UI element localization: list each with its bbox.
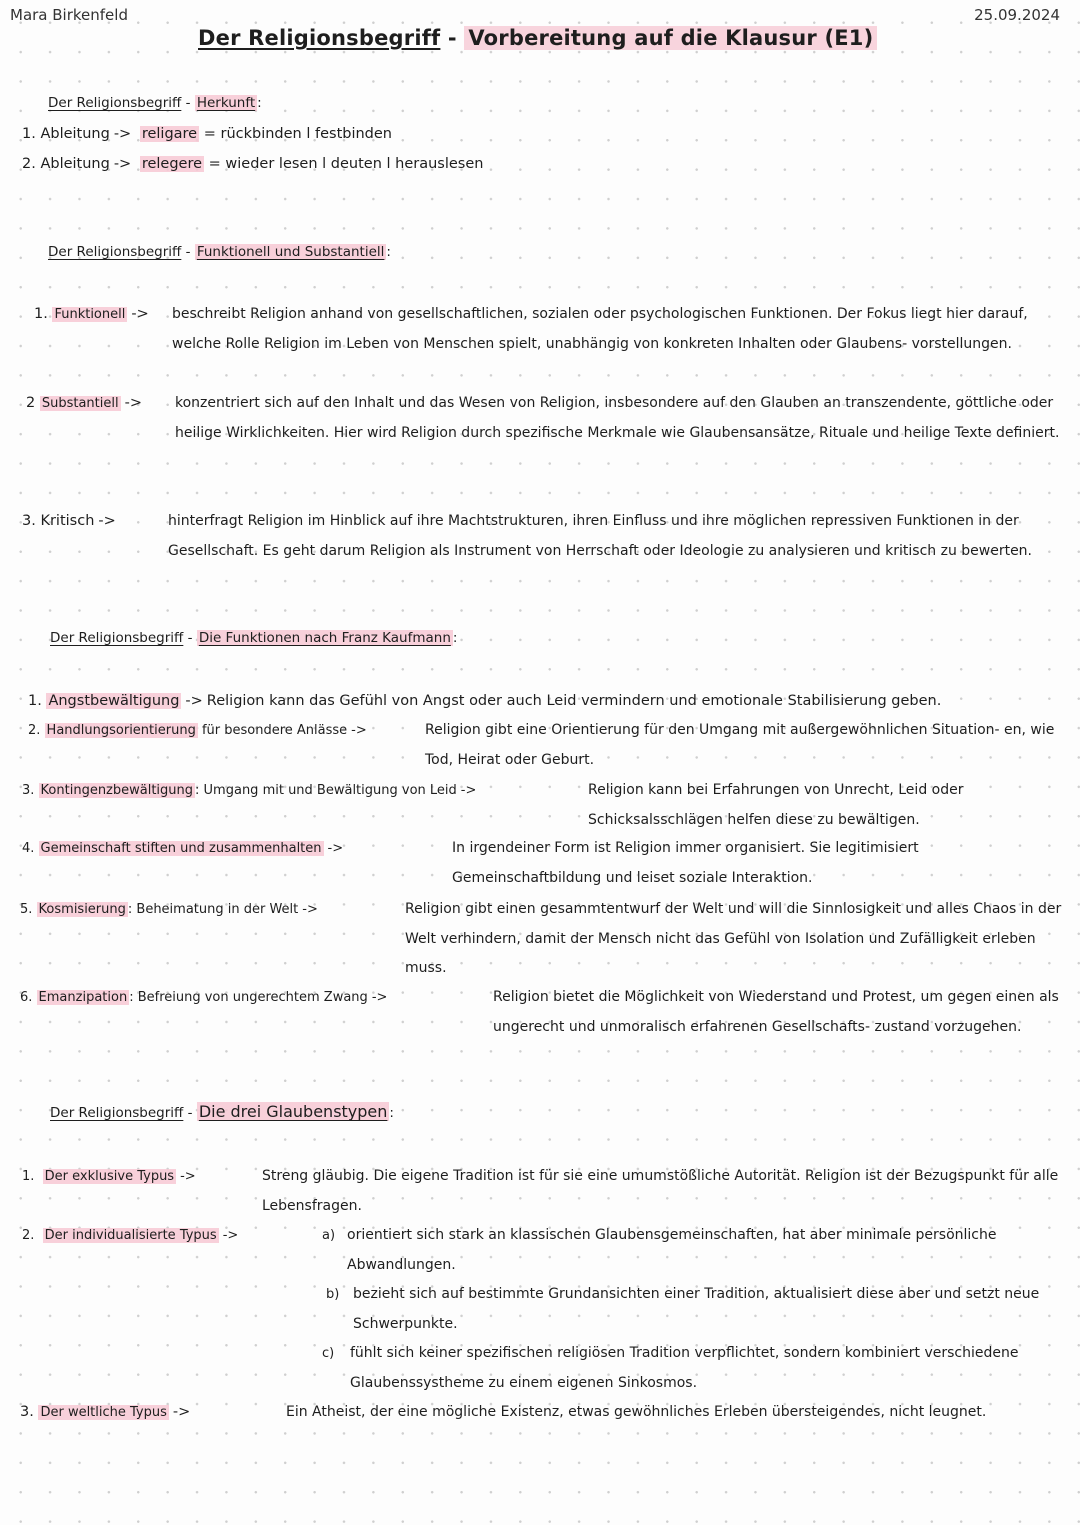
section-heading-funktionell: Der Religionsbegriff - Funktionell und Substantiell :: [48, 244, 391, 260]
sub-item-letter: b): [326, 1287, 340, 1302]
sub-item-text: fühlt sich keiner spezifischen religiösen Tradition verpflichtet, sondern kombiniert verschiedene Glaubenssystheme zu einem eigenen Sinkosmos.: [350, 1345, 1019, 1391]
title-main: Der Religionsbegriff: [198, 26, 441, 50]
list-item-text: Religion kann bei Erfahrungen von Unrecht, Leid oder Schicksalsschlägen helfen diese zu bewältigen.: [588, 782, 964, 828]
term: Emanzipation: [38, 990, 128, 1005]
list-item-text: In irgendeiner Form ist Religion immer organisiert. Sie legitimisiert Gemeinschaftbildung und leiset soziale Interaktion.: [452, 840, 919, 886]
term: Der weltliche Typus: [40, 1405, 167, 1420]
section-heading-kaufmann: Der Religionsbegriff - Die Funktionen nach Franz Kaufmann :: [50, 630, 458, 646]
list-item-number: 2 Substantiell ->: [26, 395, 142, 411]
title-separator: -: [440, 26, 465, 50]
term: relegere: [141, 156, 203, 172]
sub-item-text: orientiert sich stark an klassischen Glaubensgemeinschaften, hat aber minimale persönliche Abwandlungen.: [347, 1227, 997, 1273]
list-item-text: konzentriert sich auf den Inhalt und das Wesen von Religion, insbesondere auf den Glauben an transzendente, göttliche oder heilige Wirklichkeiten. Hier wird Religion durch spezifische Merkmale wie Glaubensansätze, Rituale und heilige Texte definiert.: [175, 395, 1060, 441]
list-item-number: 3. Kontingenzbewältigung : Umgang mit und Bewältigung von Leid ->: [22, 783, 477, 798]
list-item-text: beschreibt Religion anhand von gesellschaftlichen, sozialen oder psychologischen Funktionen. Der Fokus liegt hier darauf, welche Rolle Religion im Leben von Menschen spielt, unabhängig von konkreten Inhalten oder Glaubens- vorstellungen.: [172, 306, 1028, 352]
term: Funktionell: [54, 307, 126, 322]
term: Handlungsorientierung: [46, 723, 196, 738]
term: Kritisch: [40, 513, 95, 529]
list-item-number: 1. Der exklusive Typus ->: [22, 1169, 196, 1184]
author-name: Mara Birkenfeld: [10, 6, 128, 24]
list-item-number: 3. Der weltliche Typus ->: [20, 1404, 191, 1420]
list-item-number: 2. Handlungsorientierung für besondere Anlässe ->: [28, 723, 367, 738]
list-item-text: hinterfragt Religion im Hinblick auf ihre Machtstrukturen, ihren Einfluss und ihre möglichen repressiven Funktionen in der Gesellschaft. Es geht darum Religion als Instrument von Herrschaft oder Ideologie zu analysieren und kritisch zu bewerten.: [168, 513, 1033, 559]
term: Gemeinschaft stiften und zusammenhalten: [40, 841, 322, 856]
section-topic: Die Funktionen nach Franz Kaufmann: [198, 630, 451, 646]
list-item-text: Religion bietet die Möglichkeit von Wiederstand und Protest, um gegen einen als ungerecht und unmoralisch erfahrenen Gesellschafts- zustand vorzugehen.: [493, 989, 1059, 1035]
list-item-number: 5. Kosmisierung : Beheimatung in der Welt ->: [20, 902, 318, 917]
list-item-text: Religion gibt eine Orientierung für den Umgang mit außergewöhnlichen Situation- en, wie Tod, Heirat oder Geburt.: [425, 722, 1055, 768]
list-item-text: Ein Atheist, der eine mögliche Existenz, etwas gewöhnliches Erleben übersteigendes, nicht leugnet.: [286, 1404, 987, 1420]
list-item-number: 3. Kritisch ->: [22, 513, 116, 529]
sub-item-letter: c): [322, 1346, 335, 1361]
list-item-number: 4. Gemeinschaft stiften und zusammenhalten ->: [22, 841, 344, 856]
sub-item-letter: a): [322, 1228, 336, 1243]
list-item: 2. Ableitung -> relegere = wieder lesen l deuten l herauslesen: [22, 156, 484, 172]
term: Kontingenzbewältigung: [40, 783, 194, 798]
list-item-number: 6. Emanzipation : Befreiung von ungerechtem Zwang ->: [20, 990, 388, 1005]
term: Substantiell: [41, 396, 119, 411]
title-subtitle: Vorbereitung auf die Klausur (E1): [464, 26, 877, 50]
list-item: 1. Ableitung -> religare = rückbinden l festbinden: [22, 126, 392, 142]
section-heading-glaubenstypen: Der Religionsbegriff - Die drei Glaubenstypen :: [50, 1102, 394, 1121]
section-topic: Die drei Glaubenstypen: [198, 1102, 388, 1121]
sub-item-text: bezieht sich auf bestimmte Grundansichten einer Tradition, aktualisiert diese aber und setzt neue Schwerpunkte.: [353, 1286, 1040, 1332]
term: Kosmisierung: [38, 902, 126, 917]
list-item-number: 2. Der individualisierte Typus ->: [22, 1228, 239, 1243]
list-item: 1. Angstbewältigung -> Religion kann das Gefühl von Angst oder auch Leid vermindern und emotionale Stabilisierung geben.: [28, 693, 942, 709]
term: Der individualisierte Typus: [44, 1228, 217, 1243]
date: 25.09.2024: [974, 6, 1060, 24]
page-title: [198, 26, 877, 50]
section-topic: Herkunft: [196, 95, 256, 111]
list-item-text: Streng gläubig. Die eigene Tradition ist für sie eine umumstößliche Autorität. Religion ist der Bezugspunkt für alle Lebensfragen.: [262, 1168, 1059, 1214]
term: Angstbewältigung: [48, 693, 180, 709]
list-item-number: 1. Funktionell ->: [34, 306, 149, 322]
section-topic: Funktionell und Substantiell: [196, 244, 385, 260]
term: religare: [141, 126, 198, 142]
term: Der exklusive Typus: [44, 1169, 175, 1184]
list-item-text: Religion gibt einen gesammtentwurf der Welt und will die Sinnlosigkeit und alles Chaos in der Welt verhindern, damit der Mensch nicht das Gefühl von Isolation und Zufälligkeit erleben muss.: [405, 901, 1062, 976]
section-heading-herkunft: Der Religionsbegriff - Herkunft :: [48, 95, 262, 111]
